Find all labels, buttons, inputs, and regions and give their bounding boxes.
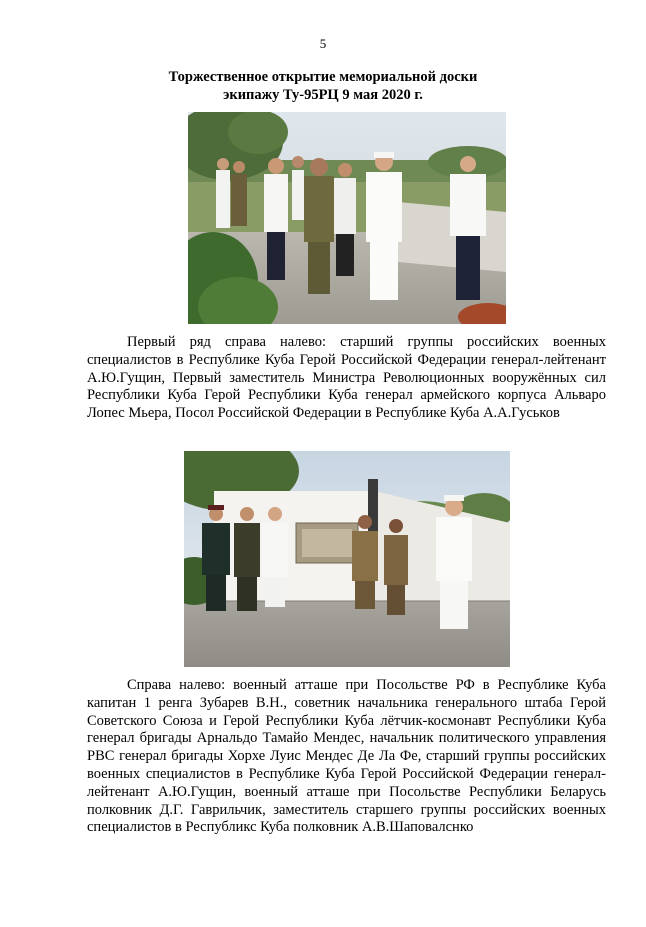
page-title (60, 68, 586, 104)
plaque-photo (184, 451, 510, 667)
page-number: 5 (319, 36, 327, 51)
ceremony-photo (188, 112, 506, 324)
photo-caption-1: Первый ряд справа налево: старший группы российских военных специалистов в Республике Куба Герой Российской Федерации генерал-лейтенант А.Ю.Гущин, Первый заместитель Министра Революционных вооружённых сил Республики Куба Герой Республики Куба генерал армейского корпуса Альваро Лопес Мьера, Посол Российской Федерации в Республике Куба А.А.Гуськов (87, 334, 606, 422)
photo-caption-2: Справа налево: военный атташе при Посольстве РФ в Республике Куба капитан 1 ренга Зубарев В.Н., советник начальника генерального штаба Герой Советского Союза и Герой Республики Куба лётчик-космонавт Республики Куба генерал бригады Арнальдо Тамайо Мендес, начальник политического управления РВС генерал бригады Хорхе Луис Мендес Де Ла Фе, старший группы российских военных специалистов в Республике Куба Герой Российской Федерации генерал-лейтенант А.Ю.Гущин, военный атташе при Посольстве Республики Беларусь полковник Д.Г. Гаврильчик, заместитель старшего группы российских военных специалистов в Республикс Куба полковник А.В.Шаповалснко (87, 677, 606, 836)
title-line-1: Торжественное открытие мемориальной доски (168, 69, 478, 85)
title-line-2: экипажу Ту-95РЦ 9 мая 2020 г. (223, 87, 423, 103)
